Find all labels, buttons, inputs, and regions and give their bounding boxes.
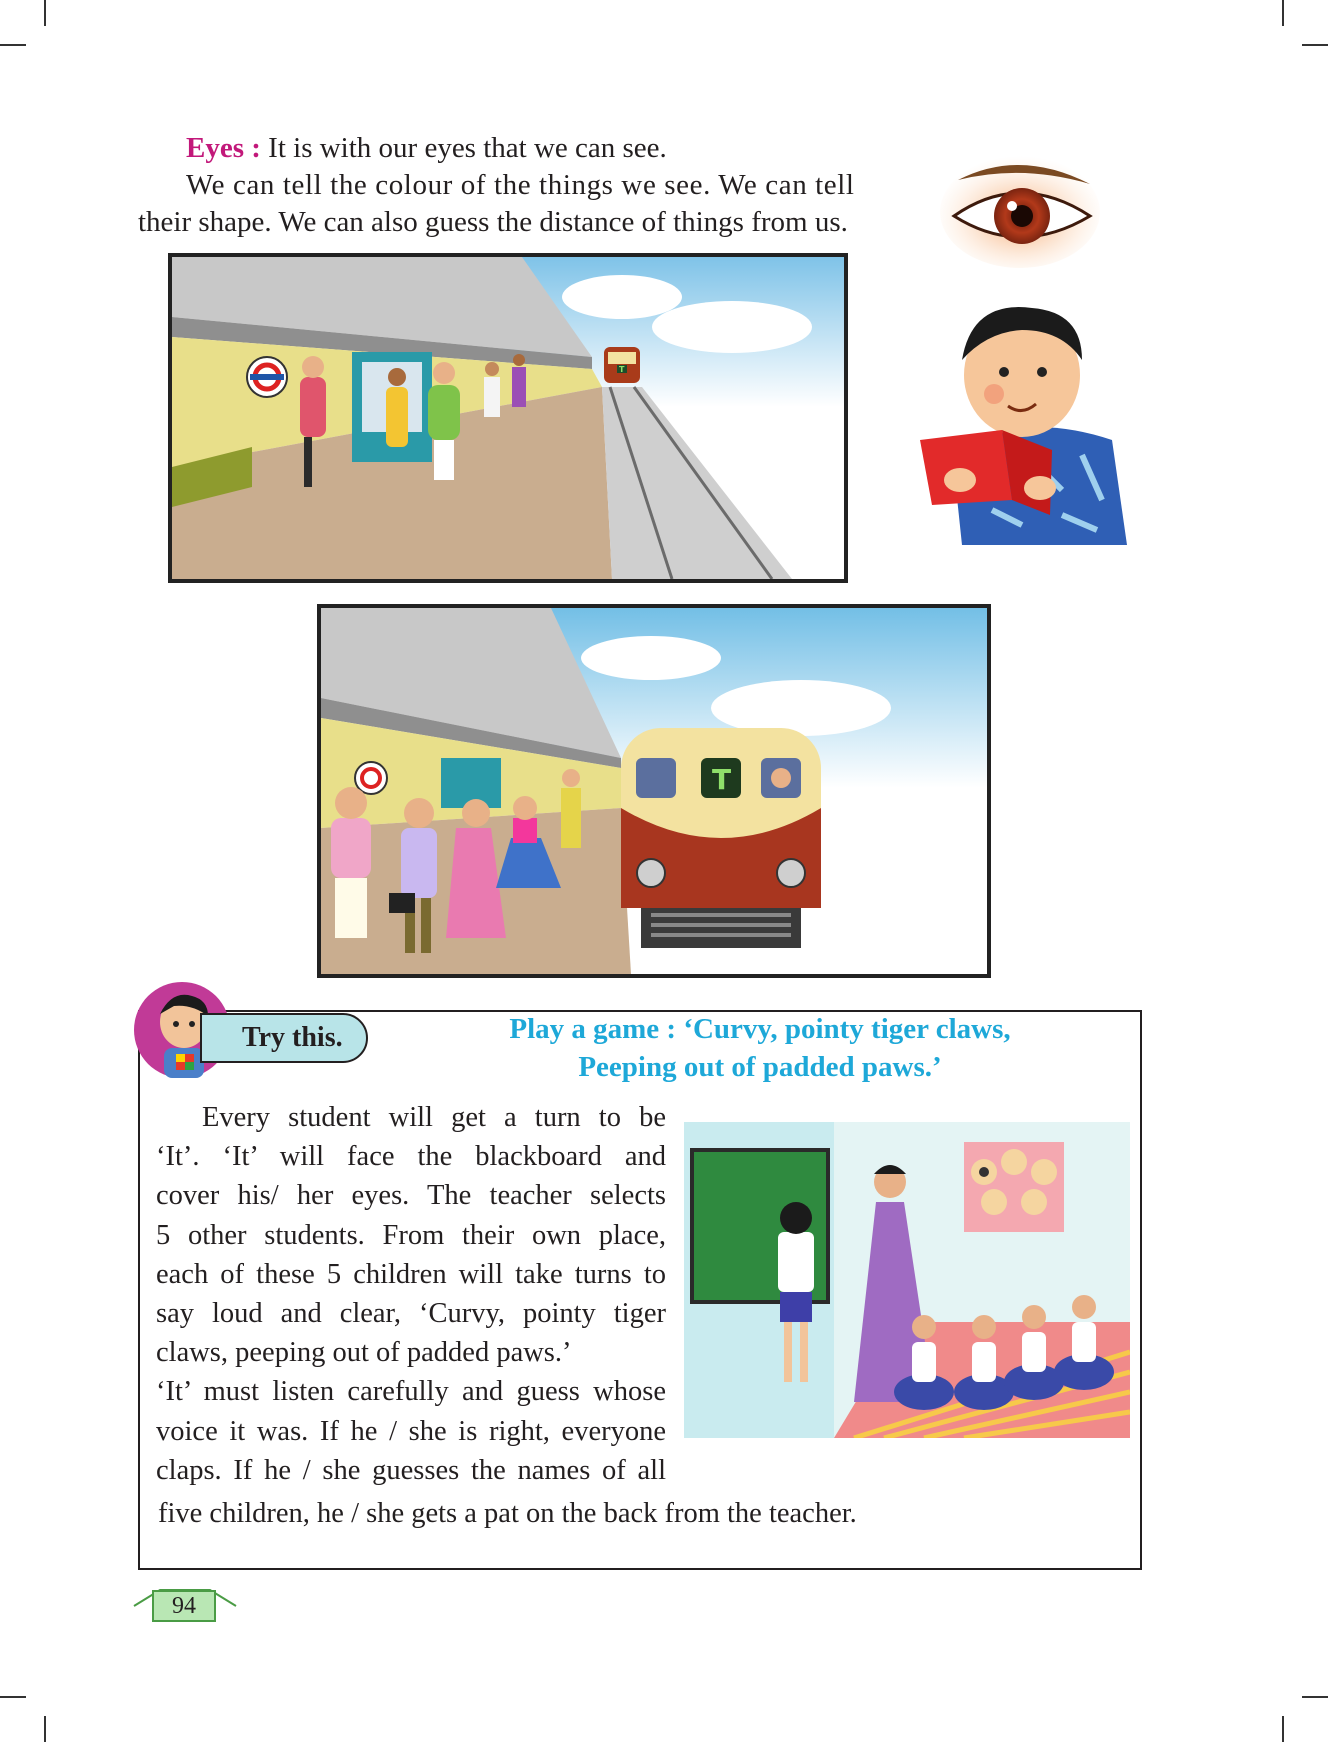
train-near-sign: T [712,763,732,796]
station-picture-near-train [317,604,991,978]
eyes-line-3: their shape. We can also guess the distance of things from us. [138,206,848,238]
eyes-line-2: We can tell the colour of the things we see. We can tell [186,169,855,201]
para-line: claps. If he / she guesses the names of all [156,1454,666,1486]
para-line: cover his/ her eyes. The teacher selects [156,1180,666,1212]
para-line: each of these 5 children will take turns to [156,1258,666,1290]
eye-illustration [940,150,1100,270]
try-this-badge: Try this. [200,1013,368,1063]
train-far-sign: T [619,365,625,374]
eyes-heading: Eyes : [186,132,261,164]
station-scene-near-svg [321,608,987,974]
crop-mark [0,1696,26,1698]
boy-reading-illustration [912,290,1142,550]
crop-mark [1302,44,1328,46]
crop-mark [44,0,46,26]
para-last-line: five children, he / she gets a pat on the back from the teacher. [158,1498,857,1529]
crop-mark [1282,1716,1284,1742]
crop-mark [44,1716,46,1742]
para-line: Every student will get a turn to be [202,1102,666,1133]
para-line: 5 other students. From their own place, [156,1219,666,1251]
para-line: say loud and clear, ‘Curvy, pointy tiger [156,1298,666,1330]
page-number: 94 [152,1590,216,1622]
crop-mark [1282,0,1284,26]
classroom-illustration [684,1122,1130,1438]
para-line: ‘It’. ‘It’ will face the blackboard and [156,1141,666,1173]
crop-mark [0,44,26,46]
eyes-line-1: Eyes : It is with our eyes that we can see. [186,132,667,164]
train-near [621,728,821,948]
game-title: Play a game : ‘Curvy, pointy tiger claws, Peeping out of padded paws.’ [509,1013,1011,1083]
station-picture-far-train [168,253,848,583]
para-line: voice it was. If he / she is right, everyone [156,1415,666,1447]
para-line: claws, peeping out of padded paws.’ [156,1337,572,1369]
para-line: ‘It’ must listen carefully and guess whose [156,1376,666,1408]
crop-mark [1302,1696,1328,1698]
game-paragraph [156,1098,666,1490]
station-scene-svg [172,257,844,579]
